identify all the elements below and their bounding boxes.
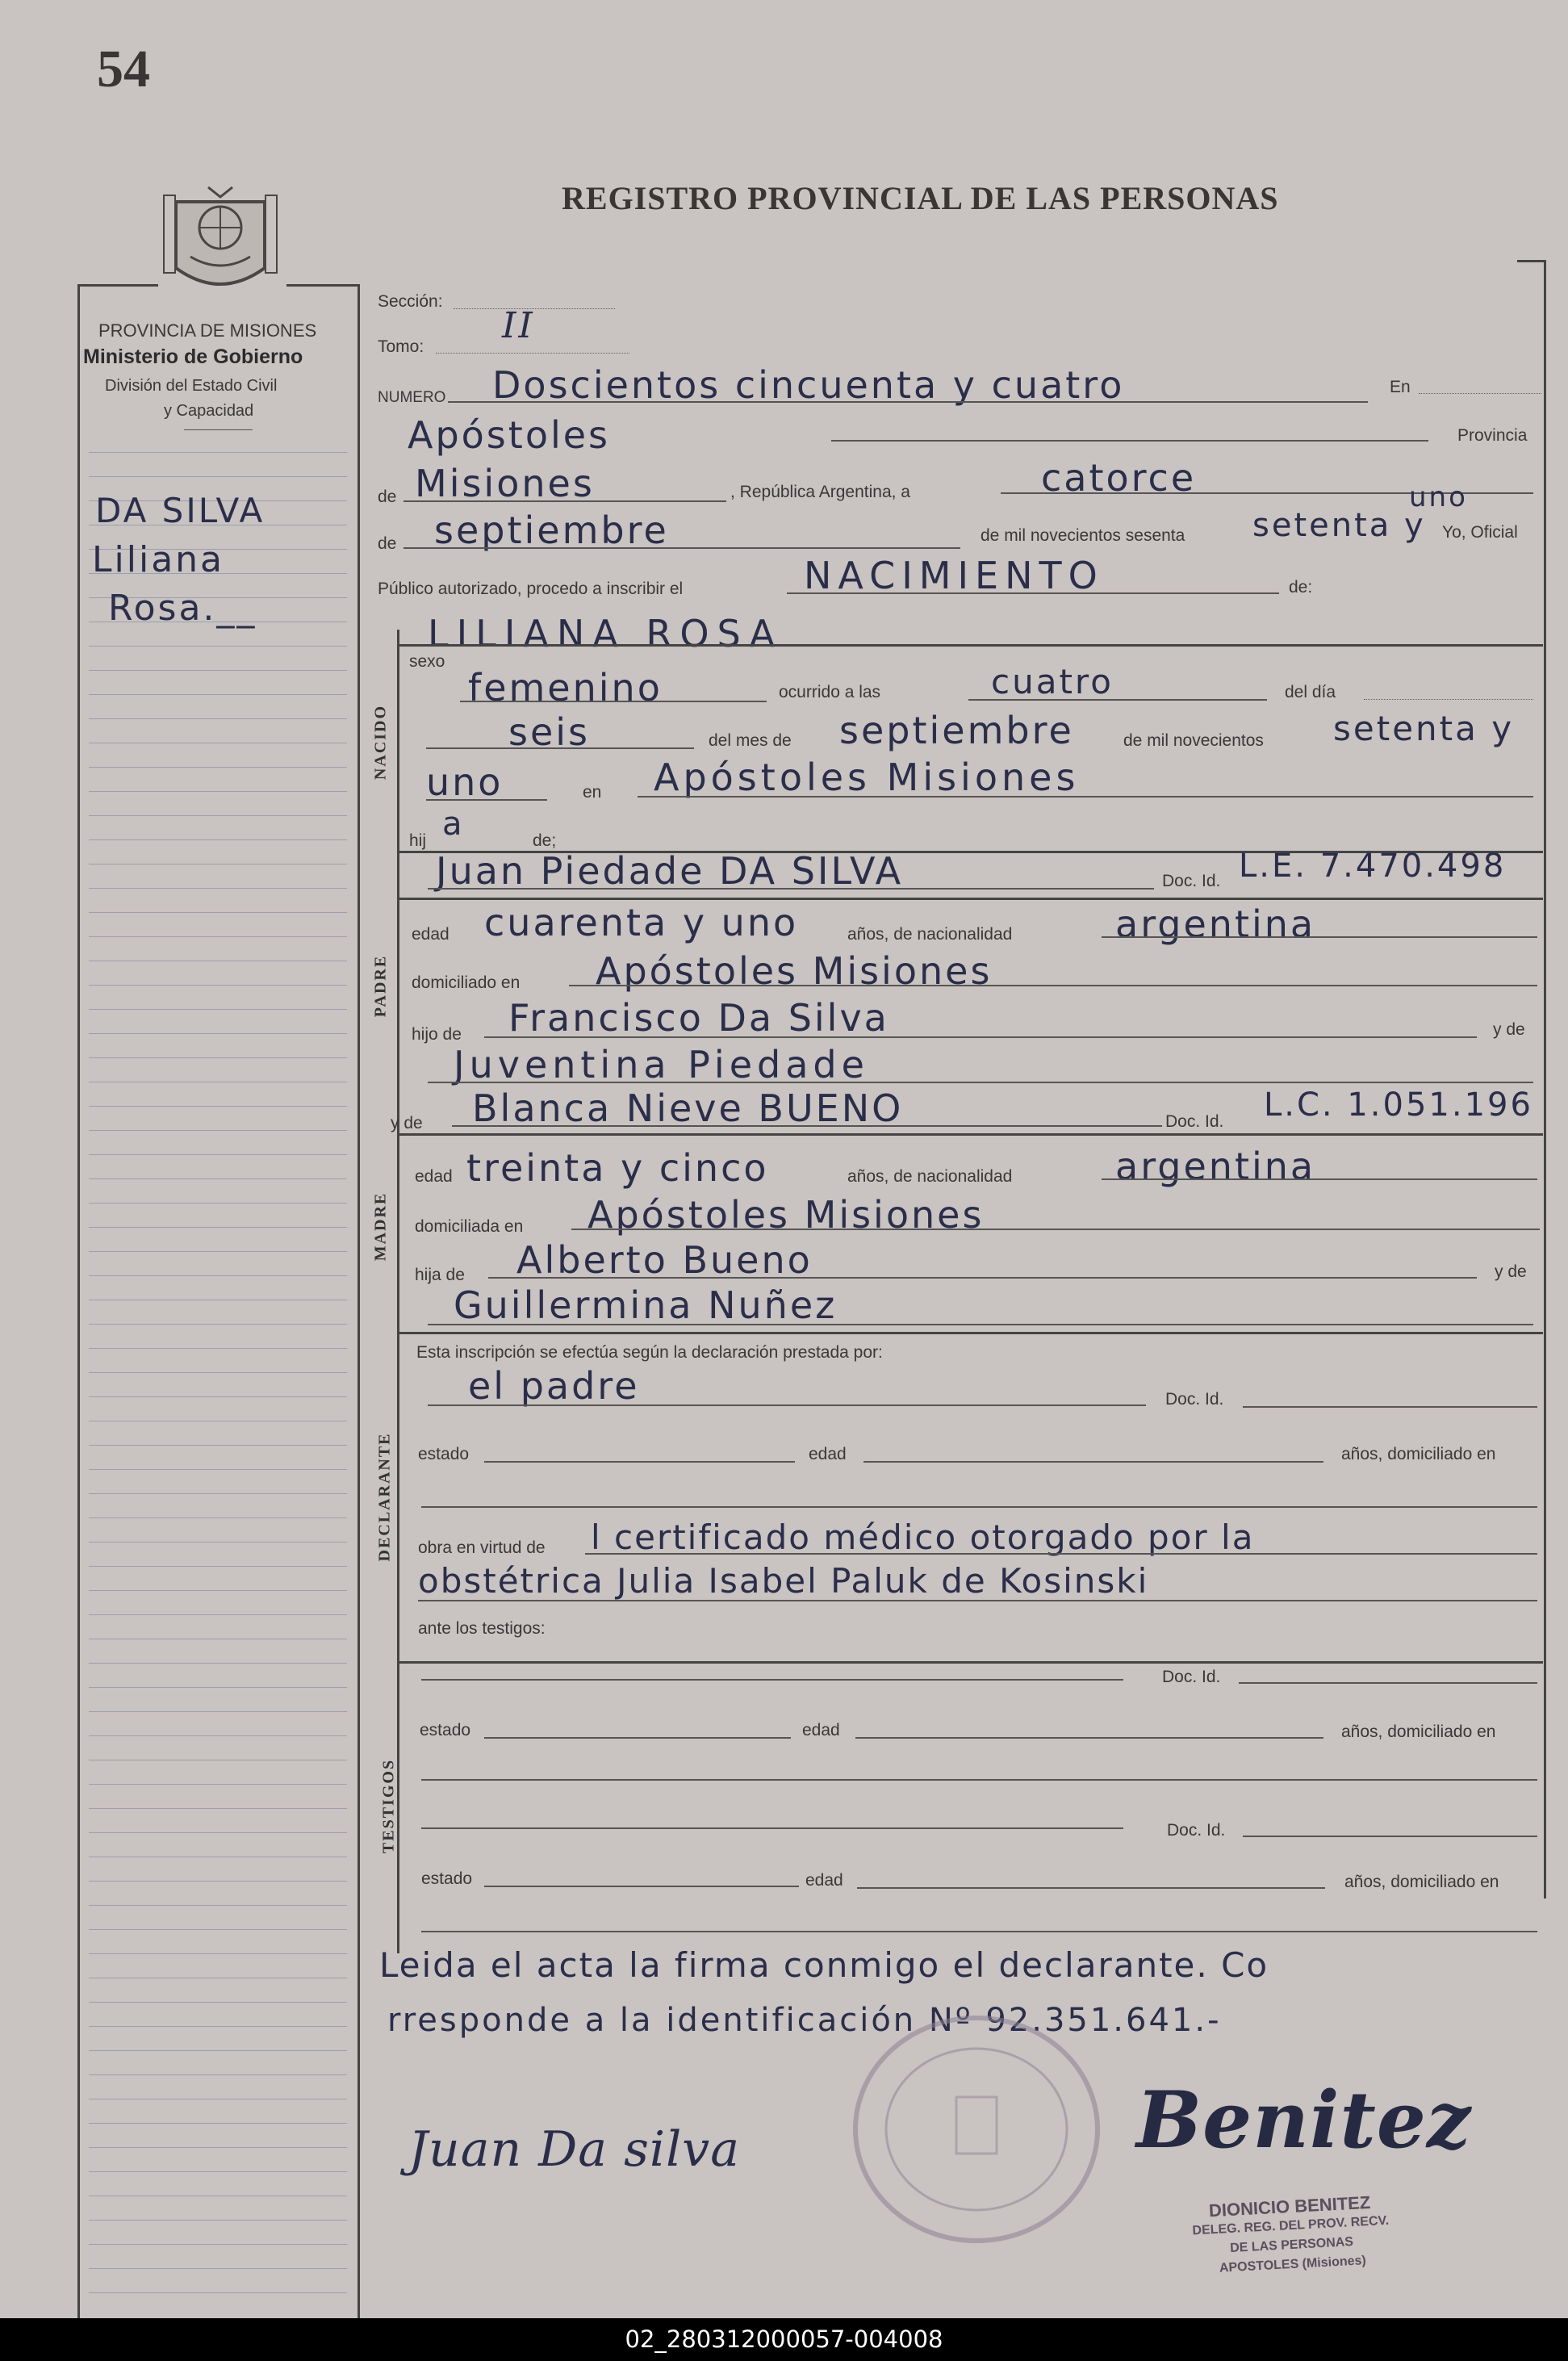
- margin-rule: [89, 694, 347, 695]
- margin-rule: [89, 2147, 347, 2148]
- margin-rule: [89, 1009, 347, 1010]
- padre-doc-value: L.E. 7.470.498: [1239, 848, 1507, 885]
- obra-value-2: obstétrica Julia Isabel Paluk de Kosinski: [418, 1561, 1149, 1601]
- declarante-top-rule: [397, 1332, 1543, 1334]
- abuelo-m-value: Alberto Bueno: [516, 1238, 813, 1282]
- testigo-2-line: [421, 1827, 1123, 1829]
- margin-rule: [89, 452, 347, 453]
- padre-block-rule: [397, 898, 1543, 900]
- madre-edad-value: treinta y cinco: [466, 1146, 769, 1190]
- office-underline: [184, 429, 253, 430]
- padre-doc-label: Doc. Id.: [1162, 872, 1221, 890]
- margin-rule: [89, 646, 347, 647]
- de-colon-label: de:: [1289, 578, 1313, 597]
- localidad-value: Apóstoles: [408, 413, 611, 457]
- margin-rule: [89, 1106, 347, 1107]
- margin-rule: [89, 1784, 347, 1785]
- obra-line-1: [585, 1553, 1537, 1555]
- coat-of-arms-icon: [160, 179, 281, 302]
- margin-rule: [89, 1469, 347, 1470]
- obra-value-1: l certificado médico otorgado por la: [591, 1517, 1255, 1557]
- de-semicolon-label: de;: [533, 831, 557, 850]
- madre-doc-label: Doc. Id.: [1165, 1112, 1224, 1131]
- declarante-estado-line: [484, 1461, 795, 1463]
- section-testigos: TESTIGOS: [379, 1758, 398, 1854]
- padre-edad-value: cuarenta y uno: [484, 901, 799, 944]
- provincia-line: [403, 500, 726, 502]
- margin-rule: [89, 1735, 347, 1736]
- office-line-2: Ministerio de Gobierno: [83, 345, 303, 368]
- margin-rule: [89, 1881, 347, 1882]
- margin-rule: [89, 2268, 347, 2269]
- madre-block-rule: [397, 1133, 1543, 1136]
- anio-nac-line: [426, 799, 547, 801]
- testigo-1-estado-line: [484, 1737, 791, 1739]
- madre-dom-value: Apóstoles Misiones: [587, 1193, 985, 1237]
- madre-nombre-line: [452, 1125, 1162, 1127]
- margin-rule: [89, 1808, 347, 1809]
- localidad-line: [831, 440, 1428, 442]
- margin-top-rule-2: [286, 284, 358, 287]
- madre-y-de-label: y de: [391, 1114, 423, 1132]
- testigo-1-anos-label: años, domiciliado en: [1341, 1723, 1496, 1741]
- nota-line-2: rresponde a la identificación Nº 92.351.641.-: [387, 2002, 1222, 2039]
- testigo-1-estado-label: estado: [420, 1721, 471, 1739]
- padre-nac-line: [1102, 936, 1537, 938]
- margin-rule: [89, 1033, 347, 1034]
- declarante-value: el padre: [468, 1364, 640, 1408]
- margin-rule: [89, 985, 347, 986]
- office-line-4: y Capacidad: [164, 402, 254, 420]
- lugar-nac-value: Apóstoles Misiones: [654, 756, 1080, 799]
- padre-dom-value: Apóstoles Misiones: [596, 949, 993, 993]
- office-line-3: División del Estado Civil: [105, 377, 278, 395]
- margin-rule: [89, 1614, 347, 1615]
- declarante-estado-label: estado: [418, 1445, 470, 1463]
- margin-rule: [89, 670, 347, 671]
- margin-rule: [89, 912, 347, 913]
- en-label-2: en: [583, 783, 602, 802]
- margin-rule: [89, 1953, 347, 1954]
- acto-line: [787, 592, 1279, 594]
- stamp-line-4: APOSTOLES (Misiones): [1219, 2254, 1367, 2275]
- section-declarante: DECLARANTE: [375, 1432, 394, 1562]
- abuela-m-line: [428, 1324, 1533, 1325]
- sexo-value: femenino: [468, 666, 663, 710]
- margin-surname: DA SILVA: [95, 491, 266, 530]
- abuela-p-value: Juventina Piedade: [454, 1043, 869, 1086]
- margin-rule: [89, 815, 347, 816]
- publico-label: Público autorizado, procedo a inscribir el: [378, 580, 684, 598]
- margin-rule: [89, 1251, 347, 1252]
- margin-rule: [89, 839, 347, 840]
- hora-value: cuatro: [991, 662, 1114, 701]
- ocurrido-label: ocurrido a las: [779, 683, 881, 701]
- margin-rule: [89, 2220, 347, 2221]
- margin-rule: [89, 888, 347, 889]
- firma-declarante: Juan Da silva: [408, 2121, 740, 2178]
- padre-nac-value: argentina: [1115, 902, 1316, 946]
- page-number: 54: [97, 40, 150, 98]
- testigo-2-anos-label: años, domiciliado en: [1344, 1873, 1499, 1891]
- declarante-doc-label: Doc. Id.: [1165, 1390, 1224, 1409]
- de-mil-novecientos-label: de mil novecientos: [1123, 731, 1264, 750]
- sexo-line: [460, 701, 767, 702]
- section-madre: MADRE: [371, 1191, 390, 1262]
- mil-novecientos-label: de mil novecientos sesenta: [981, 526, 1185, 545]
- mes-line: [403, 547, 960, 549]
- margin-rule: [89, 1154, 347, 1155]
- numero-line: [448, 401, 1368, 403]
- yo-oficial-label: Yo, Oficial: [1442, 523, 1518, 542]
- abuelo-m-line: [488, 1277, 1477, 1279]
- section-left-border: [397, 630, 399, 1953]
- del-mes-label: del mes de: [709, 731, 792, 750]
- margin-rule: [89, 718, 347, 719]
- margin-rule: [89, 1057, 347, 1058]
- round-seal-icon: [847, 2008, 1106, 2250]
- obra-line-2: [418, 1600, 1537, 1601]
- numero-label: NUMERO: [378, 389, 446, 406]
- madre-hija-label: hija de: [415, 1266, 465, 1284]
- del-dia-line: [1364, 699, 1533, 700]
- provincia-value: Misiones: [415, 462, 595, 505]
- tomo-value: II: [502, 305, 535, 346]
- testigo-1-edad-label: edad: [802, 1721, 840, 1739]
- margin-top-rule: [77, 284, 158, 287]
- nombre-line: [397, 644, 1543, 647]
- testigo-2-estado-label: estado: [421, 1869, 473, 1888]
- margin-rule: [89, 1832, 347, 1833]
- testigo-1-edad-line: [855, 1737, 1323, 1739]
- del-dia-label: del día: [1285, 683, 1336, 701]
- testigo-1-doc-label: Doc. Id.: [1162, 1668, 1221, 1686]
- madre-edad-label: edad: [415, 1167, 453, 1186]
- margin-rule: [89, 1348, 347, 1349]
- section-nacido: NACIDO: [371, 704, 390, 781]
- padre-nombre-value: Juan Piedade DA SILVA: [436, 849, 904, 893]
- padre-dom-line: [569, 985, 1537, 986]
- margin-rule: [89, 1929, 347, 1930]
- abuelo-p-line: [484, 1036, 1477, 1038]
- obra-label: obra en virtud de: [418, 1538, 546, 1557]
- declarante-anos-label: años, domiciliado en: [1341, 1445, 1496, 1463]
- stamp-line-2: DELEG. REG. DEL PROV. RECV.: [1192, 2213, 1390, 2238]
- tomo-label: Tomo:: [378, 337, 424, 356]
- declarante-doc-line: [1243, 1406, 1537, 1408]
- margin-rule: [89, 1542, 347, 1543]
- section-padre: PADRE: [371, 954, 390, 1018]
- madre-nac-value: argentina: [1115, 1145, 1316, 1188]
- madre-nac-line: [1102, 1178, 1537, 1180]
- stamp-line-1: DIONICIO BENITEZ: [1208, 2191, 1371, 2221]
- ante-testigos-label: ante los testigos:: [418, 1619, 546, 1638]
- anio-nac-value: setenta y: [1333, 709, 1515, 748]
- madre-dom-line: [571, 1229, 1540, 1230]
- hij-label: hij: [409, 831, 427, 850]
- abuela-m-value: Guillermina Nuñez: [454, 1283, 838, 1327]
- lugar-nac-line: [638, 796, 1533, 797]
- testigo-1-line: [421, 1679, 1123, 1681]
- en-line: [1419, 393, 1541, 394]
- margin-rule: [89, 2292, 347, 2293]
- margin-rule: [89, 2244, 347, 2245]
- file-caption: 02_280312000057-004008: [0, 2318, 1568, 2361]
- margin-rule: [89, 1203, 347, 1204]
- margin-rule: [89, 767, 347, 768]
- testigo-2-edad-label: edad: [805, 1871, 843, 1890]
- testigo-2-edad-line: [857, 1887, 1325, 1889]
- mes-value: septiembre: [434, 509, 669, 552]
- main-right-border: [1544, 260, 1546, 1898]
- madre-doc-value: L.C. 1.051.196: [1264, 1086, 1533, 1124]
- margin-rule: [89, 1445, 347, 1446]
- tomo-line: [436, 353, 629, 354]
- margin-rule: [89, 1663, 347, 1664]
- padre-hijo-label: hijo de: [412, 1025, 462, 1044]
- testigos-top-rule: [397, 1661, 1543, 1664]
- margin-rule: [89, 1517, 347, 1518]
- stamp-line-3: DE LAS PERSONAS: [1229, 2234, 1354, 2255]
- declarante-edad-line: [863, 1461, 1323, 1463]
- office-line-1: PROVINCIA DE MISIONES: [98, 320, 317, 341]
- margin-rule: [89, 1227, 347, 1228]
- dia-nac-line: [426, 747, 694, 749]
- margin-name-2: Rosa.__: [108, 588, 257, 629]
- margin-rule: [89, 1275, 347, 1276]
- provincia-label: Provincia: [1457, 426, 1528, 445]
- de-label-1: de: [378, 488, 397, 506]
- margin-rule: [89, 936, 347, 937]
- madre-anos-label: años, de nacionalidad: [847, 1167, 1013, 1186]
- testigo-2-doc-label: Doc. Id.: [1167, 1821, 1226, 1840]
- margin-rule: [89, 1372, 347, 1373]
- nombre-value: LILIANA ROSA: [428, 612, 784, 655]
- padre-edad-label: edad: [412, 925, 449, 944]
- declarante-line: [428, 1404, 1146, 1406]
- esta-inscripcion-label: Esta inscripción se efectúa según la declaración prestada por:: [416, 1343, 883, 1362]
- numero-value: Doscientos cincuenta y cuatro: [492, 363, 1125, 407]
- margin-rule: [89, 1905, 347, 1906]
- main-top-rule: [1517, 260, 1545, 262]
- margin-left-border: [77, 284, 80, 2318]
- padre-dom-label: domiciliado en: [412, 973, 521, 992]
- testigo-2-doc-line: [1243, 1836, 1537, 1837]
- hij-suffix: a: [442, 806, 465, 843]
- testigo-1-doc-line: [1239, 1682, 1537, 1684]
- margin-rule: [89, 2050, 347, 2051]
- padre-nombre-line: [428, 888, 1154, 890]
- margin-rule: [89, 1130, 347, 1131]
- officer-stamp: [1120, 2188, 1462, 2284]
- margin-rule: [89, 1324, 347, 1325]
- declarante-edad-label: edad: [809, 1445, 847, 1463]
- declarante-dom-line: [421, 1506, 1537, 1508]
- margin-rule: [89, 1493, 347, 1494]
- margin-rule: [89, 2171, 347, 2172]
- madre-dom-label: domiciliada en: [415, 1217, 524, 1236]
- margin-rule: [89, 1687, 347, 1688]
- testigo-1-dom-line: [421, 1779, 1537, 1781]
- hora-line: [968, 699, 1267, 701]
- de-label-2: de: [378, 534, 397, 553]
- margin-rule: [89, 2026, 347, 2027]
- anio-value: setenta y: [1252, 507, 1426, 544]
- nota-line-1: Leida el acta la firma conmigo el declarante. Co: [379, 1945, 1269, 1985]
- margin-rule: [89, 1711, 347, 1712]
- padre-anos-label: años, de nacionalidad: [847, 925, 1013, 944]
- dia-value: catorce: [1041, 456, 1197, 500]
- abuelo-p-value: Francisco Da Silva: [508, 996, 889, 1040]
- madre-nombre-value: Blanca Nieve BUENO: [472, 1086, 904, 1130]
- firma-oficial: Benitez: [1136, 2074, 1472, 2166]
- margin-rule: [89, 1396, 347, 1397]
- margin-rule: [89, 476, 347, 477]
- margin-rule: [89, 2074, 347, 2075]
- dia-nac-value: seis: [508, 710, 591, 754]
- margin-right-border: [358, 284, 360, 2318]
- sexo-label: sexo: [409, 652, 445, 671]
- mes-nac-value: septiembre: [839, 709, 1074, 752]
- abuela-p-line: [428, 1082, 1533, 1083]
- en-label: En: [1390, 378, 1411, 396]
- margin-rule: [89, 791, 347, 792]
- margin-rule: [89, 1590, 347, 1591]
- testigo-2-estado-line: [484, 1886, 799, 1887]
- margin-name-1: Liliana: [92, 539, 224, 580]
- document-title: REGISTRO PROVINCIAL DE LAS PERSONAS: [562, 180, 1279, 216]
- acto-value: NACIMIENTO: [804, 554, 1104, 597]
- seccion-label: Sección:: [378, 292, 443, 311]
- padre-y-de-label: y de: [1493, 1020, 1525, 1039]
- margin-rule: [89, 2123, 347, 2124]
- republica-label: , República Argentina, a: [730, 483, 910, 501]
- madre-y-de-label-2: y de: [1495, 1262, 1527, 1281]
- margin-rule: [89, 2002, 347, 2003]
- margin-rule: [89, 1566, 347, 1567]
- anio-superscript: uno: [1409, 481, 1468, 513]
- anio-nac-value-2: uno: [426, 760, 504, 804]
- testigo-2-dom-line: [421, 1931, 1537, 1932]
- margin-rule: [89, 1178, 347, 1179]
